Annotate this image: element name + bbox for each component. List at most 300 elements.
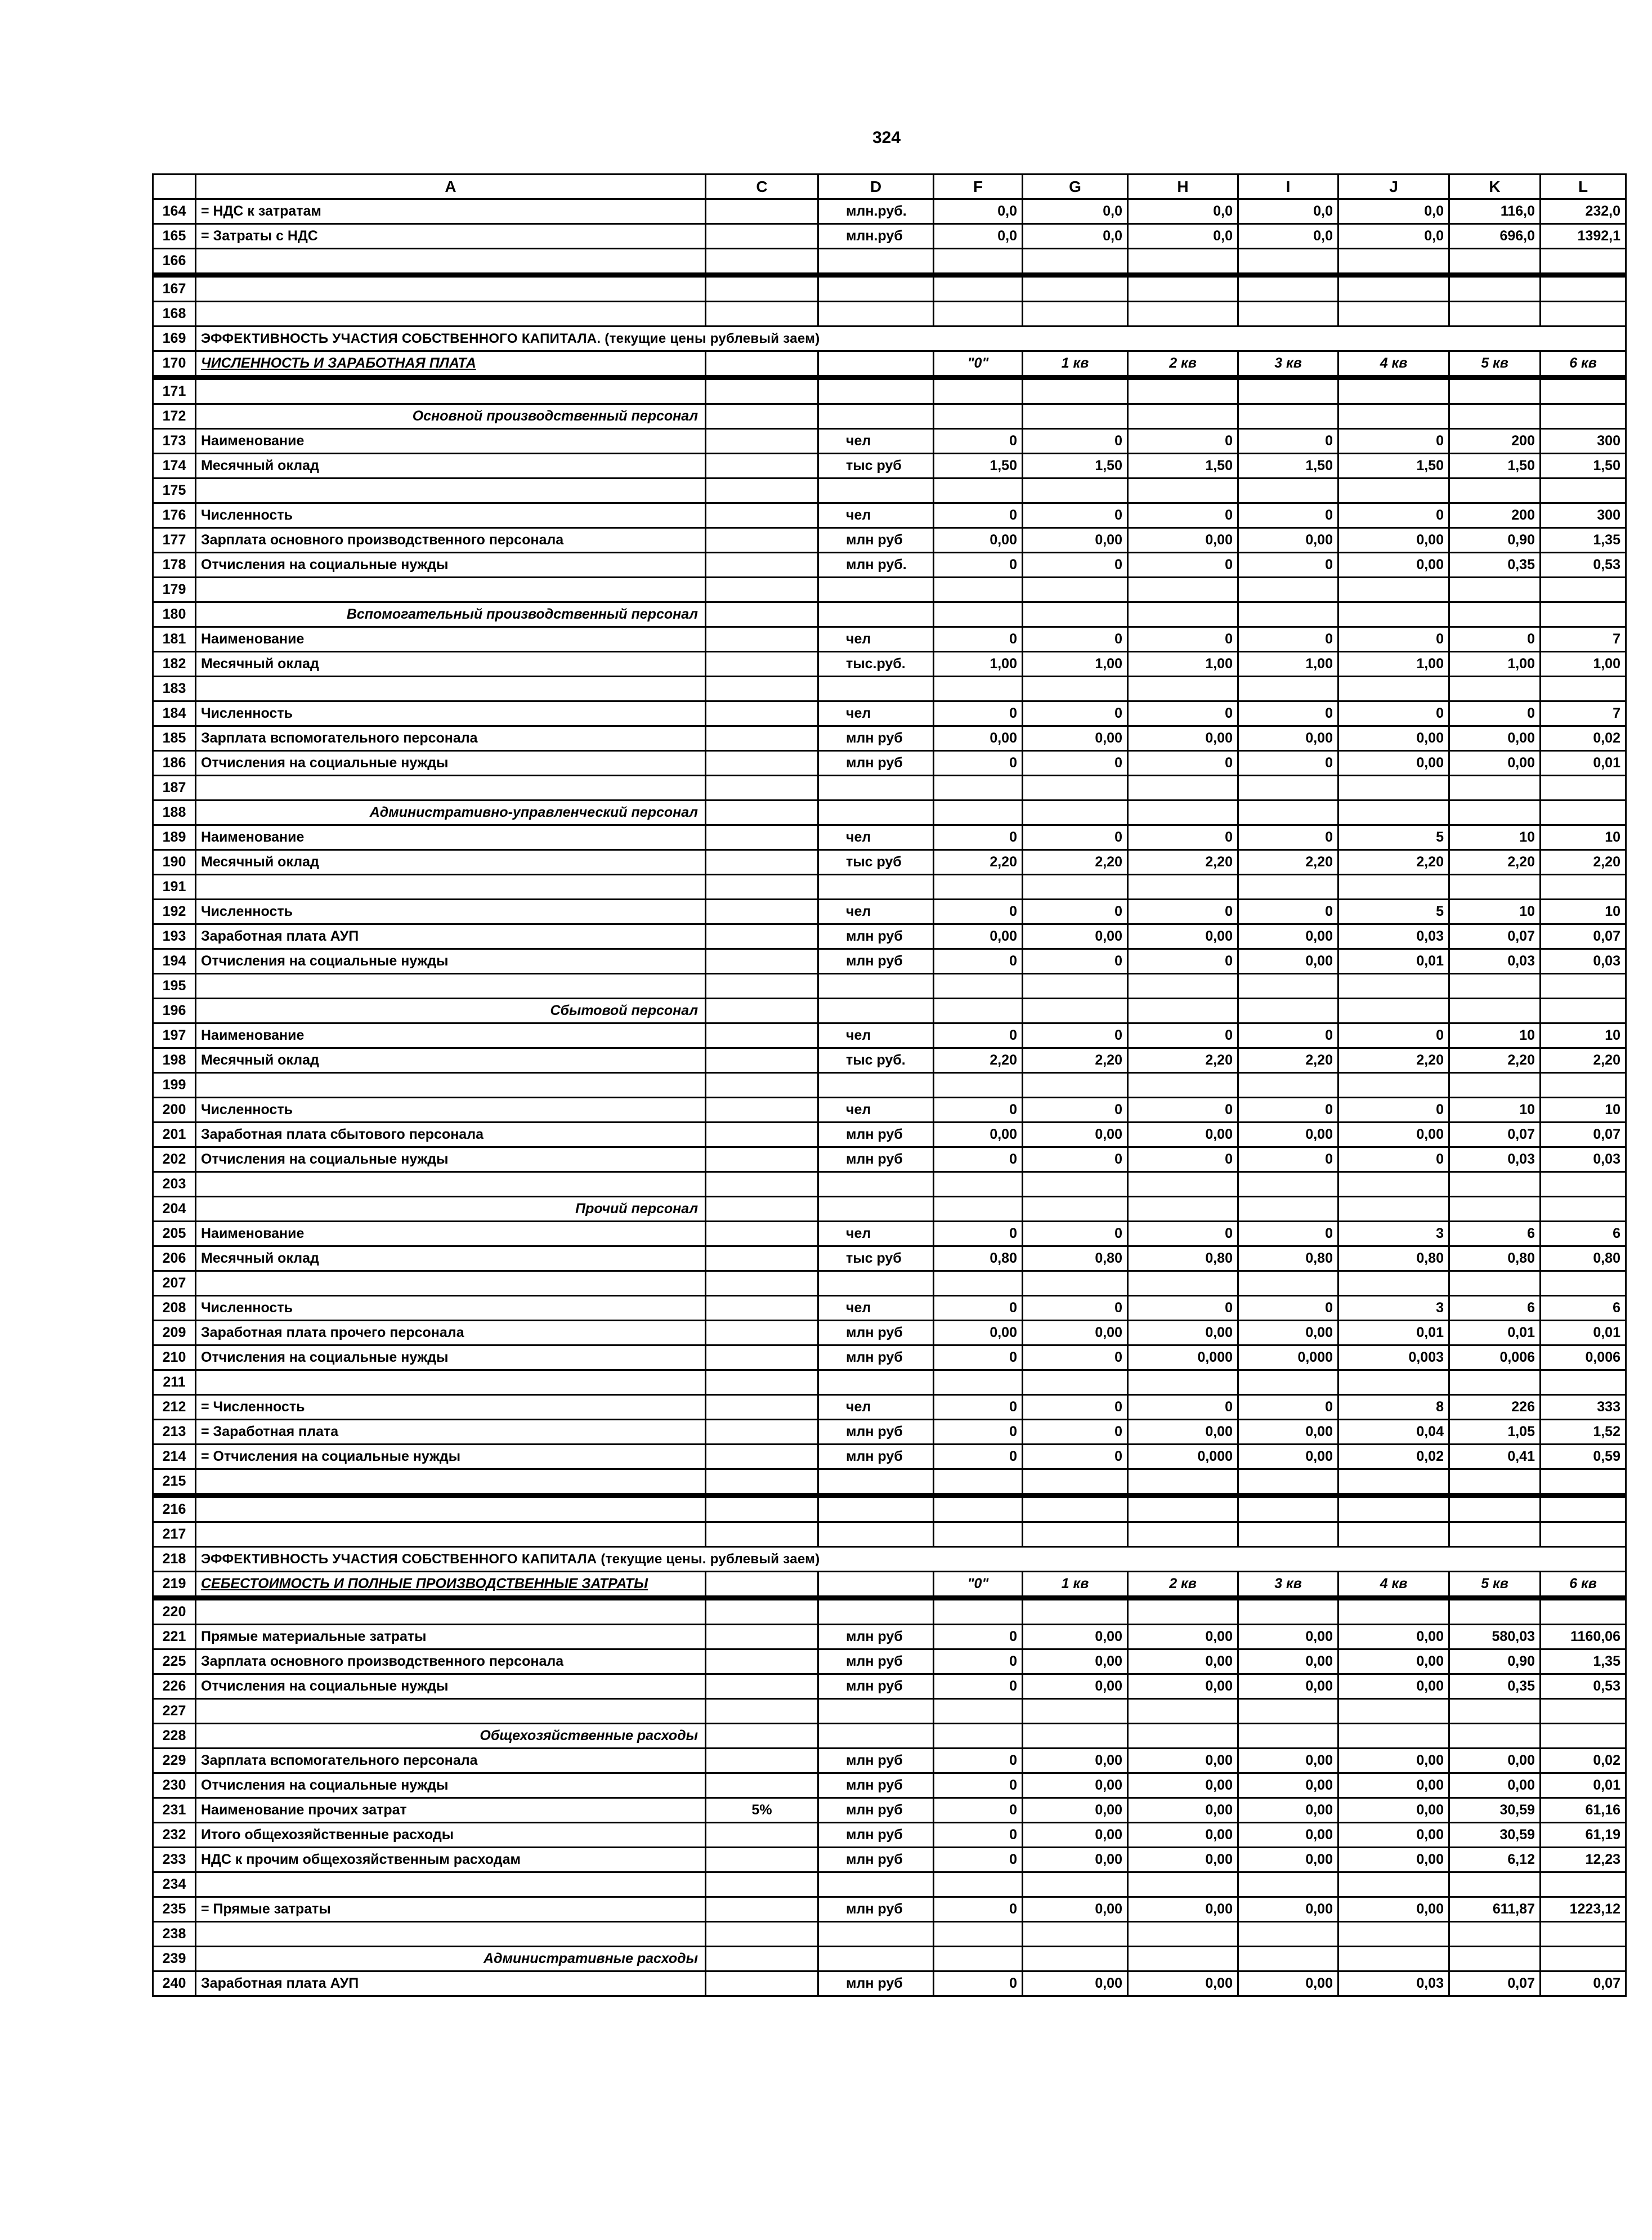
value-cell: 6,12 <box>1449 1848 1541 1872</box>
value-cell: 0 <box>1023 1445 1128 1469</box>
table-row <box>153 726 1626 751</box>
unit-cell <box>818 404 934 429</box>
value-cell <box>1338 1947 1449 1971</box>
row-number: 200 <box>153 1098 196 1123</box>
table-row <box>153 327 1626 351</box>
table-row <box>153 1222 1626 1246</box>
value-cell <box>1023 404 1128 429</box>
value-cell <box>1238 479 1338 503</box>
value-cell: 0,00 <box>934 726 1023 751</box>
value-cell: 6 <box>1541 1222 1626 1246</box>
cell-c <box>706 1395 818 1420</box>
row-label: = Отчисления на социальные нужды <box>196 1445 706 1469</box>
value-cell <box>934 1172 1023 1197</box>
value-cell: 3 <box>1338 1222 1449 1246</box>
value-cell: 0,00 <box>1238 528 1338 553</box>
value-cell <box>1541 1469 1626 1496</box>
value-cell <box>1541 1922 1626 1947</box>
period-header: 6 кв <box>1541 351 1626 378</box>
table-row <box>153 1547 1626 1572</box>
table-row <box>153 1971 1626 1996</box>
unit-cell: млн руб <box>818 528 934 553</box>
cell-c <box>706 1073 818 1098</box>
cell-c <box>706 199 818 224</box>
table-row <box>153 1798 1626 1823</box>
value-cell <box>934 1872 1023 1897</box>
section-label: Общехозяйственные расходы <box>196 1724 706 1749</box>
value-cell: 0,0 <box>1338 224 1449 249</box>
value-cell <box>1128 602 1238 627</box>
cell-c <box>706 1271 818 1296</box>
table-row <box>153 578 1626 602</box>
value-cell <box>1128 1872 1238 1897</box>
cell-c <box>706 429 818 454</box>
unit-cell: чел <box>818 1098 934 1123</box>
value-cell: 0 <box>1238 1098 1338 1123</box>
cell-c <box>706 726 818 751</box>
value-cell: 0,0 <box>934 199 1023 224</box>
period-header: 4 кв <box>1338 351 1449 378</box>
page-number: 324 <box>872 128 901 147</box>
unit-cell: чел <box>818 1222 934 1246</box>
value-cell: 0,07 <box>1449 1123 1541 1147</box>
unit-cell <box>818 1872 934 1897</box>
row-label: Наименование <box>196 627 706 652</box>
value-cell <box>1238 1172 1338 1197</box>
value-cell: 0,00 <box>1023 1674 1128 1699</box>
unit-cell: тыс руб <box>818 850 934 875</box>
period-header: 2 кв <box>1128 351 1238 378</box>
row-label <box>196 578 706 602</box>
row-number: 196 <box>153 999 196 1023</box>
table-row <box>153 1296 1626 1321</box>
row-label: Заработная плата АУП <box>196 1971 706 1996</box>
value-cell: 2,20 <box>1023 1048 1128 1073</box>
period-header: 5 кв <box>1449 1572 1541 1598</box>
unit-cell <box>818 1522 934 1547</box>
unit-cell: млн руб <box>818 1773 934 1798</box>
value-cell <box>1338 1699 1449 1724</box>
unit-cell: млн руб <box>818 1625 934 1649</box>
value-cell <box>1338 801 1449 825</box>
cell-c <box>706 249 818 275</box>
value-cell <box>1023 378 1128 404</box>
value-cell: 0,0 <box>1023 199 1128 224</box>
value-cell: 0 <box>934 1798 1023 1823</box>
row-number: 235 <box>153 1897 196 1922</box>
value-cell: 0,0 <box>1238 199 1338 224</box>
table-row <box>153 224 1626 249</box>
value-cell <box>1449 1699 1541 1724</box>
value-cell: 0,07 <box>1541 1123 1626 1147</box>
table-row <box>153 825 1626 850</box>
value-cell: 10 <box>1541 1023 1626 1048</box>
value-cell <box>1541 1872 1626 1897</box>
cell-c <box>706 924 818 949</box>
value-cell: 0 <box>934 1749 1023 1773</box>
unit-cell: млн руб <box>818 949 934 974</box>
value-cell <box>1238 1522 1338 1547</box>
value-cell: 1,00 <box>1541 652 1626 677</box>
value-cell: 7 <box>1541 627 1626 652</box>
value-cell: 0 <box>1338 627 1449 652</box>
value-cell: 0,35 <box>1449 1674 1541 1699</box>
value-cell: 0,00 <box>1023 1798 1128 1823</box>
value-cell: 0 <box>1238 701 1338 726</box>
row-label: Зарплата вспомогательного персонала <box>196 726 706 751</box>
value-cell: 0,00 <box>1449 726 1541 751</box>
unit-cell: тыс руб <box>818 1246 934 1271</box>
table-row <box>153 924 1626 949</box>
row-label: Зарплата основного производственного персонала <box>196 1649 706 1674</box>
value-cell: 696,0 <box>1449 224 1541 249</box>
cell-c <box>706 1872 818 1897</box>
value-cell: 0,01 <box>1338 949 1449 974</box>
value-cell: 3 <box>1338 1296 1449 1321</box>
row-number: 185 <box>153 726 196 751</box>
value-cell: 0,00 <box>1128 1649 1238 1674</box>
value-cell <box>934 378 1023 404</box>
value-cell <box>1023 677 1128 701</box>
value-cell: 6 <box>1449 1222 1541 1246</box>
unit-cell: млн руб <box>818 726 934 751</box>
value-cell <box>1238 1947 1338 1971</box>
unit-cell: млн руб <box>818 924 934 949</box>
value-cell <box>1238 974 1338 999</box>
table-row <box>153 1469 1626 1496</box>
unit-cell <box>818 378 934 404</box>
value-cell: 0 <box>1023 429 1128 454</box>
cell-c <box>706 1420 818 1445</box>
column-header: A <box>196 175 706 199</box>
value-cell: 0,03 <box>1338 1971 1449 1996</box>
cell-c <box>706 1922 818 1947</box>
row-label: Месячный оклад <box>196 1246 706 1271</box>
value-cell <box>1128 1172 1238 1197</box>
value-cell <box>1128 1271 1238 1296</box>
value-cell: 0,0 <box>1238 224 1338 249</box>
unit-cell: млн.руб. <box>818 199 934 224</box>
value-cell <box>1541 404 1626 429</box>
table-row <box>153 1897 1626 1922</box>
value-cell <box>1128 1947 1238 1971</box>
value-cell <box>1023 1522 1128 1547</box>
value-cell <box>1238 1724 1338 1749</box>
value-cell: 0,03 <box>1449 949 1541 974</box>
period-header: 5 кв <box>1449 351 1541 378</box>
value-cell <box>1338 1197 1449 1222</box>
cell-c <box>706 1699 818 1724</box>
value-cell: 0 <box>934 1395 1023 1420</box>
row-label: Численность <box>196 503 706 528</box>
value-cell: 0 <box>1023 900 1128 924</box>
value-cell <box>1128 776 1238 801</box>
cell-c <box>706 900 818 924</box>
value-cell: 2,20 <box>1449 1048 1541 1073</box>
value-cell: 0 <box>934 1023 1023 1048</box>
column-header: C <box>706 175 818 199</box>
row-label <box>196 677 706 701</box>
value-cell <box>1449 578 1541 602</box>
value-cell <box>1023 875 1128 900</box>
row-label <box>196 776 706 801</box>
row-label: Наименование <box>196 429 706 454</box>
value-cell: 0,07 <box>1449 924 1541 949</box>
table-row <box>153 701 1626 726</box>
value-cell <box>1541 1197 1626 1222</box>
value-cell <box>1541 479 1626 503</box>
table-row <box>153 1649 1626 1674</box>
row-label: Отчисления на социальные нужды <box>196 1147 706 1172</box>
row-label: Отчисления на социальные нужды <box>196 1674 706 1699</box>
value-cell: 0,00 <box>1238 1848 1338 1872</box>
row-number: 231 <box>153 1798 196 1823</box>
unit-cell <box>818 249 934 275</box>
value-cell: 8 <box>1338 1395 1449 1420</box>
value-cell: 0 <box>1338 1023 1449 1048</box>
table-row <box>153 302 1626 327</box>
value-cell <box>934 602 1023 627</box>
value-cell: 0 <box>1128 553 1238 578</box>
value-cell <box>1023 1197 1128 1222</box>
value-cell: 0,0 <box>934 224 1023 249</box>
value-cell <box>934 249 1023 275</box>
unit-cell <box>818 1370 934 1395</box>
value-cell <box>1449 302 1541 327</box>
value-cell: 0 <box>934 1147 1023 1172</box>
value-cell: 0,00 <box>1238 1773 1338 1798</box>
unit-cell: млн руб. <box>818 553 934 578</box>
value-cell: 1,50 <box>1541 454 1626 479</box>
value-cell <box>1238 1699 1338 1724</box>
cell-c <box>706 302 818 327</box>
value-cell: 300 <box>1541 503 1626 528</box>
value-cell: 0,00 <box>1128 528 1238 553</box>
value-cell: 580,03 <box>1449 1625 1541 1649</box>
cell-c <box>706 503 818 528</box>
column-header: J <box>1338 175 1449 199</box>
value-cell: 0 <box>1238 1222 1338 1246</box>
value-cell <box>934 875 1023 900</box>
value-cell: 0,00 <box>1128 1674 1238 1699</box>
value-cell <box>1541 776 1626 801</box>
value-cell: 2,20 <box>1338 1048 1449 1073</box>
unit-cell <box>818 1469 934 1496</box>
row-number: 175 <box>153 479 196 503</box>
table-row <box>153 1321 1626 1345</box>
value-cell: 0,00 <box>1338 1123 1449 1147</box>
value-cell: 0,00 <box>1238 1625 1338 1649</box>
value-cell: 0,00 <box>1238 1971 1338 1996</box>
value-cell <box>1023 999 1128 1023</box>
value-cell <box>1128 1496 1238 1522</box>
value-cell: 0 <box>1238 627 1338 652</box>
unit-cell: тыс.руб. <box>818 652 934 677</box>
value-cell: 0,00 <box>1238 1823 1338 1848</box>
value-cell <box>1338 999 1449 1023</box>
value-cell: 0 <box>1128 1023 1238 1048</box>
value-cell <box>1023 1271 1128 1296</box>
row-number: 210 <box>153 1345 196 1370</box>
value-cell: 0,00 <box>1338 1749 1449 1773</box>
value-cell <box>1338 1271 1449 1296</box>
value-cell: 0,00 <box>1238 1649 1338 1674</box>
value-cell <box>934 275 1023 302</box>
value-cell: 1,00 <box>1238 652 1338 677</box>
table-row <box>153 1147 1626 1172</box>
value-cell: 0 <box>1023 1023 1128 1048</box>
row-number: 225 <box>153 1649 196 1674</box>
row-number: 169 <box>153 327 196 351</box>
value-cell <box>1338 1598 1449 1625</box>
value-cell: 0,00 <box>934 924 1023 949</box>
value-cell: 116,0 <box>1449 199 1541 224</box>
value-cell: 0,00 <box>1238 1798 1338 1823</box>
row-number: 212 <box>153 1395 196 1420</box>
value-cell: 200 <box>1449 429 1541 454</box>
value-cell <box>1128 404 1238 429</box>
table-row <box>153 1420 1626 1445</box>
cell-c <box>706 1123 818 1147</box>
value-cell <box>1449 974 1541 999</box>
value-cell: 1392,1 <box>1541 224 1626 249</box>
value-cell: 1,50 <box>1449 454 1541 479</box>
cell-c <box>706 1048 818 1073</box>
table-row <box>153 553 1626 578</box>
table-row <box>153 627 1626 652</box>
value-cell <box>934 1370 1023 1395</box>
value-cell <box>1238 677 1338 701</box>
row-number: 216 <box>153 1496 196 1522</box>
value-cell <box>1541 249 1626 275</box>
section-label: Вспомогательный производственный персонал <box>196 602 706 627</box>
row-label: Месячный оклад <box>196 850 706 875</box>
period-header: "0" <box>934 351 1023 378</box>
row-number: 215 <box>153 1469 196 1496</box>
row-label: Отчисления на социальные нужды <box>196 1345 706 1370</box>
value-cell <box>1023 974 1128 999</box>
row-number: 176 <box>153 503 196 528</box>
row-number: 166 <box>153 249 196 275</box>
value-cell: 0,003 <box>1338 1345 1449 1370</box>
value-cell: 0 <box>934 825 1023 850</box>
value-cell: 0,00 <box>1128 1823 1238 1848</box>
value-cell <box>1128 677 1238 701</box>
value-cell: 200 <box>1449 503 1541 528</box>
value-cell <box>1023 1872 1128 1897</box>
row-number: 179 <box>153 578 196 602</box>
cell-c <box>706 1445 818 1469</box>
value-cell: 0,90 <box>1449 528 1541 553</box>
value-cell: 10 <box>1449 1098 1541 1123</box>
table-row <box>153 1749 1626 1773</box>
value-cell: 0,00 <box>1128 1897 1238 1922</box>
value-cell: 0,00 <box>1023 1823 1128 1848</box>
value-cell: 2,20 <box>1238 850 1338 875</box>
value-cell: 1,50 <box>934 454 1023 479</box>
value-cell: 0,00 <box>1238 1420 1338 1445</box>
cell-c <box>706 378 818 404</box>
value-cell <box>1023 1947 1128 1971</box>
value-cell: 0,00 <box>1338 1649 1449 1674</box>
row-number: 165 <box>153 224 196 249</box>
value-cell: 0 <box>1238 503 1338 528</box>
value-cell: 0 <box>1449 627 1541 652</box>
value-cell: 10 <box>1449 1023 1541 1048</box>
value-cell: 0,01 <box>1541 751 1626 776</box>
value-cell: 0,00 <box>1449 1749 1541 1773</box>
value-cell <box>1338 1370 1449 1395</box>
unit-cell <box>818 1572 934 1598</box>
value-cell: 0,00 <box>1238 1321 1338 1345</box>
row-number: 229 <box>153 1749 196 1773</box>
cell-c <box>706 850 818 875</box>
value-cell: 0,03 <box>1449 1147 1541 1172</box>
cell-c <box>706 801 818 825</box>
value-cell: 10 <box>1541 900 1626 924</box>
value-cell: 0 <box>1128 627 1238 652</box>
row-number: 184 <box>153 701 196 726</box>
value-cell: 0,00 <box>1023 924 1128 949</box>
value-cell: 5 <box>1338 825 1449 850</box>
row-label <box>196 875 706 900</box>
unit-cell: чел <box>818 701 934 726</box>
unit-cell: чел <box>818 1296 934 1321</box>
value-cell <box>1128 378 1238 404</box>
cell-c <box>706 404 818 429</box>
value-cell <box>1449 1073 1541 1098</box>
value-cell <box>1128 974 1238 999</box>
value-cell: 30,59 <box>1449 1798 1541 1823</box>
table-row <box>153 1048 1626 1073</box>
section-label: Административные расходы <box>196 1947 706 1971</box>
row-label: Численность <box>196 900 706 924</box>
value-cell: 0 <box>934 1897 1023 1922</box>
value-cell: 0,02 <box>1541 1749 1626 1773</box>
cell-c <box>706 1848 818 1872</box>
value-cell: 0 <box>1238 1395 1338 1420</box>
table-row <box>153 249 1626 275</box>
value-cell: 0 <box>1238 751 1338 776</box>
value-cell: 0,00 <box>1023 1625 1128 1649</box>
value-cell: 0,00 <box>1238 1674 1338 1699</box>
value-cell: 6 <box>1541 1296 1626 1321</box>
row-number: 219 <box>153 1572 196 1598</box>
value-cell: 10 <box>1541 825 1626 850</box>
cell-c <box>706 1598 818 1625</box>
row-number: 188 <box>153 801 196 825</box>
value-cell: 0 <box>1023 1222 1128 1246</box>
value-cell <box>934 974 1023 999</box>
unit-cell: тыс руб. <box>818 1048 934 1073</box>
table-row <box>153 875 1626 900</box>
value-cell <box>1338 578 1449 602</box>
row-label: Зарплата вспомогательного персонала <box>196 1749 706 1773</box>
value-cell: 0 <box>1238 900 1338 924</box>
value-cell: 0,00 <box>934 1321 1023 1345</box>
section-label: Сбытовой персонал <box>196 999 706 1023</box>
value-cell <box>1128 1073 1238 1098</box>
row-label: Месячный оклад <box>196 1048 706 1073</box>
value-cell: 0 <box>1238 825 1338 850</box>
value-cell: 2,20 <box>1338 850 1449 875</box>
value-cell <box>1541 1699 1626 1724</box>
cell-c <box>706 1572 818 1598</box>
value-cell <box>934 1496 1023 1522</box>
value-cell: 0,00 <box>1023 1971 1128 1996</box>
value-cell: 0 <box>934 1971 1023 1996</box>
row-label: = Затраты с НДС <box>196 224 706 249</box>
